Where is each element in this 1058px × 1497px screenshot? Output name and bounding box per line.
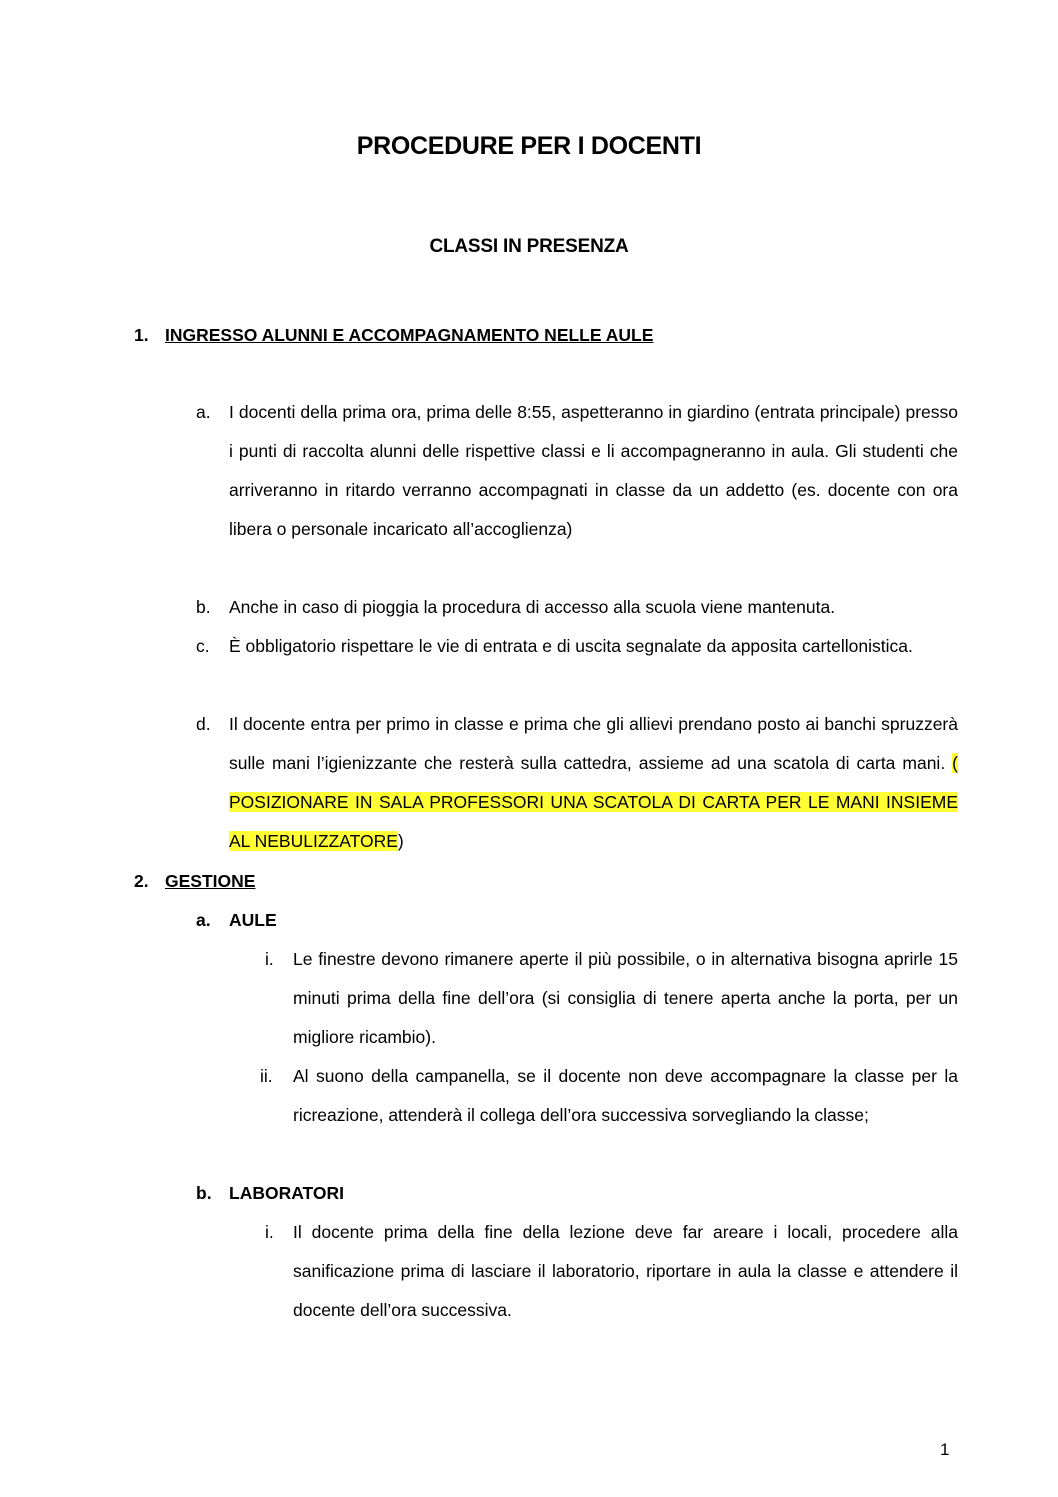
- item-text: [229, 705, 958, 861]
- section-title: GESTIONE: [165, 871, 256, 891]
- subsection-marker: b.: [196, 1183, 212, 1203]
- highlighted-note: ( POSIZIONARE IN SALA PROFESSORI UNA SCATOLA DI CARTA PER LE MANI INSIEME AL NEBULIZZATORE: [229, 753, 958, 851]
- item-text: Anche in caso di pioggia la procedura di accesso alla scuola viene mantenuta.: [229, 597, 836, 617]
- section-number: 1.: [134, 325, 149, 345]
- document-title: PROCEDURE PER I DOCENTI: [356, 132, 702, 160]
- item-text: Al suono della campanella, se il docente non deve accompagnare la classe per la ricreazione, attenderà il collega dell’ora successiva sorvegliando la classe;: [293, 1066, 958, 1125]
- item-text-tail: ): [397, 831, 404, 851]
- item-marker: i.: [265, 1222, 274, 1242]
- subsection-title: LABORATORI: [229, 1183, 345, 1203]
- item-marker: i.: [265, 949, 274, 969]
- item-text: È obbligatorio rispettare le vie di entrata e di uscita segnalate da apposita cartellonistica.: [229, 636, 913, 656]
- item-marker: ii.: [260, 1066, 273, 1086]
- section-number: 2.: [134, 871, 149, 891]
- subsection-marker: a.: [196, 910, 211, 930]
- item-marker: d.: [196, 714, 211, 734]
- item-marker: b.: [196, 597, 211, 617]
- item-text-main: Il docente entra per primo in classe e prima che gli allievi prendano posto ai banchi spruzzerà sulle mani l’igienizzante che resterà sulla cattedra, assieme ad una scatola di carta mani.: [229, 714, 958, 773]
- page-number: 1: [940, 1440, 950, 1459]
- document-subtitle: CLASSI IN PRESENZA: [429, 236, 629, 257]
- item-text: I docenti della prima ora, prima delle 8:55, aspetteranno in giardino (entrata principale) presso i punti di raccolta alunni delle rispettive classi e li accompagneranno in aula. Gli studenti che arriveranno in ritardo verranno accompagnati in classe da un addetto (es. docente con ora libera o personale incaricato all’accoglienza): [229, 402, 958, 539]
- item-marker: a.: [196, 402, 211, 422]
- item-text: Il docente prima della fine della lezione deve far areare i locali, procedere alla sanificazione prima di lasciare il laboratorio, riportare in aula la classe e attendere il docente dell’ora successiva.: [293, 1222, 958, 1320]
- section-title: INGRESSO ALUNNI E ACCOMPAGNAMENTO NELLE AULE: [165, 325, 654, 345]
- item-marker: c.: [196, 636, 210, 656]
- item-text: Le finestre devono rimanere aperte il più possibile, o in alternativa bisogna aprirle 15 minuti prima della fine dell’ora (si consiglia di tenere aperta anche la porta, per un migliore ricambio).: [293, 949, 958, 1047]
- subsection-title: AULE: [229, 910, 277, 930]
